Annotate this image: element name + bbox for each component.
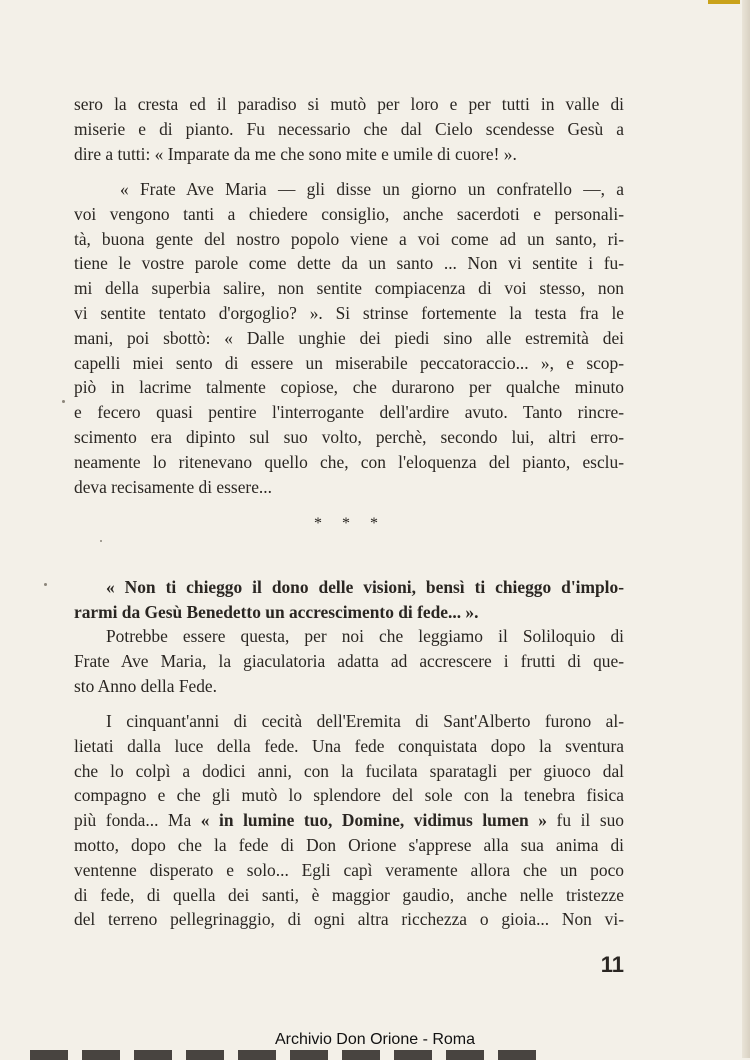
text-line: neamente lo ritenevano quello che, con l'eloquenza del pianto, esclu- (74, 451, 624, 472)
text-line: Frate Ave Maria, la giaculatoria adatta ad accrescere i frutti di que- (74, 650, 624, 671)
text-line: I cinquant'anni di cecità dell'Eremita di Sant'Alberto furono al- (106, 711, 624, 731)
text-line: deva recisamente di essere... (74, 476, 272, 497)
text-line: di fede, di quella dei santi, è maggior gaudio, anche nelle tristezze (74, 884, 624, 905)
text-line: e fecero quasi pentire l'interrogante dell'ardire avuto. Tanto rincre- (74, 402, 624, 423)
paragraph-2 (74, 177, 624, 499)
quote-line: « Non ti chieggo il dono delle visioni, bensì ti chieggo d'implo- (106, 577, 624, 597)
motto-prefix: più fonda... Ma (74, 810, 201, 831)
text-line: dire a tutti: « Imparate da me che sono mite e umile di cuore! ». (74, 143, 517, 164)
text-line: sero la cresta ed il paradiso si mutò per loro e per tutti in valle di (74, 94, 624, 114)
text-line: mi della superbia salire, non sentite compiacenza di voi stesso, non (74, 278, 624, 299)
quote-line: rarmi da Gesù Benedetto un accrescimento di fede... ». (74, 601, 479, 622)
text-line: compagno e che gli mutò lo splendore del sole con la tenebra fisica (74, 785, 624, 806)
text-line: che lo colpì a dodici anni, con la fucilata sparatagli per giuoco dal (74, 760, 624, 781)
text-line: mani, poi sbottò: « Dalle unghie dei piedi sino alle estremità dei (74, 327, 624, 348)
paper-speck (100, 540, 102, 542)
text-line: tà, buona gente del nostro popolo viene a voi come ad un santo, ri- (74, 228, 624, 249)
text-line: sto Anno della Fede. (74, 675, 217, 696)
archive-label: Archivio Don Orione - Roma (274, 1031, 476, 1048)
text-line: motto, dopo che la fede di Don Orione s'apprese alla sua anima di (74, 834, 624, 855)
motto: « in lumine tuo, Domine, vidimus lumen » (200, 810, 547, 831)
corner-mark (708, 0, 740, 4)
paper-speck (62, 400, 65, 403)
page-edge (742, 0, 750, 1058)
motto-suffix: fu il suo (546, 810, 624, 831)
text-line: Potrebbe essere questa, per noi che leggiamo il Soliloquio di (106, 626, 624, 646)
text-line: voi vengono tanti a chiedere consiglio, anche sacerdoti e personali- (74, 203, 624, 224)
text-line: miserie e di pianto. Fu necessario che dal Cielo scendesse Gesù a (74, 118, 624, 139)
section-separator: * * * (314, 515, 386, 532)
text-line: tiene le vostre parole come dette da un santo ... Non vi sentite i fu- (74, 253, 624, 274)
quote (74, 575, 624, 625)
text-line: scimento era dipinto sul suo volto, perchè, secondo lui, altri erro- (74, 426, 624, 447)
text-line: piò in lacrime talmente copiose, che durarono per qualche minuto (74, 377, 624, 398)
text-line: del terreno pellegrinaggio, di ogni altra ricchezza o gioia... Non vi- (74, 909, 624, 930)
motto-line (74, 808, 624, 833)
text-line: « Frate Ave Maria — gli disse un giorno un confratello —, a (120, 179, 624, 199)
paragraph-3 (74, 624, 624, 698)
paper-speck (44, 583, 47, 586)
text-line: vi sentite tentato d'orgoglio? ». Si strinse fortemente la testa fra le (74, 302, 624, 323)
paragraph-4 (74, 709, 624, 932)
text-line: ventenne disperato e solo... Egli capì veramente allora che un poco (74, 859, 624, 880)
page-number: 11 (600, 952, 624, 977)
bleed-through-text (30, 1050, 550, 1060)
paragraph-1 (74, 92, 624, 166)
text-line: capelli miei sento di essere un miserabile peccatoraccio... », e scop- (74, 352, 624, 373)
text-line: lietati dalla luce della fede. Una fede conquistata dopo la sventura (74, 735, 624, 756)
